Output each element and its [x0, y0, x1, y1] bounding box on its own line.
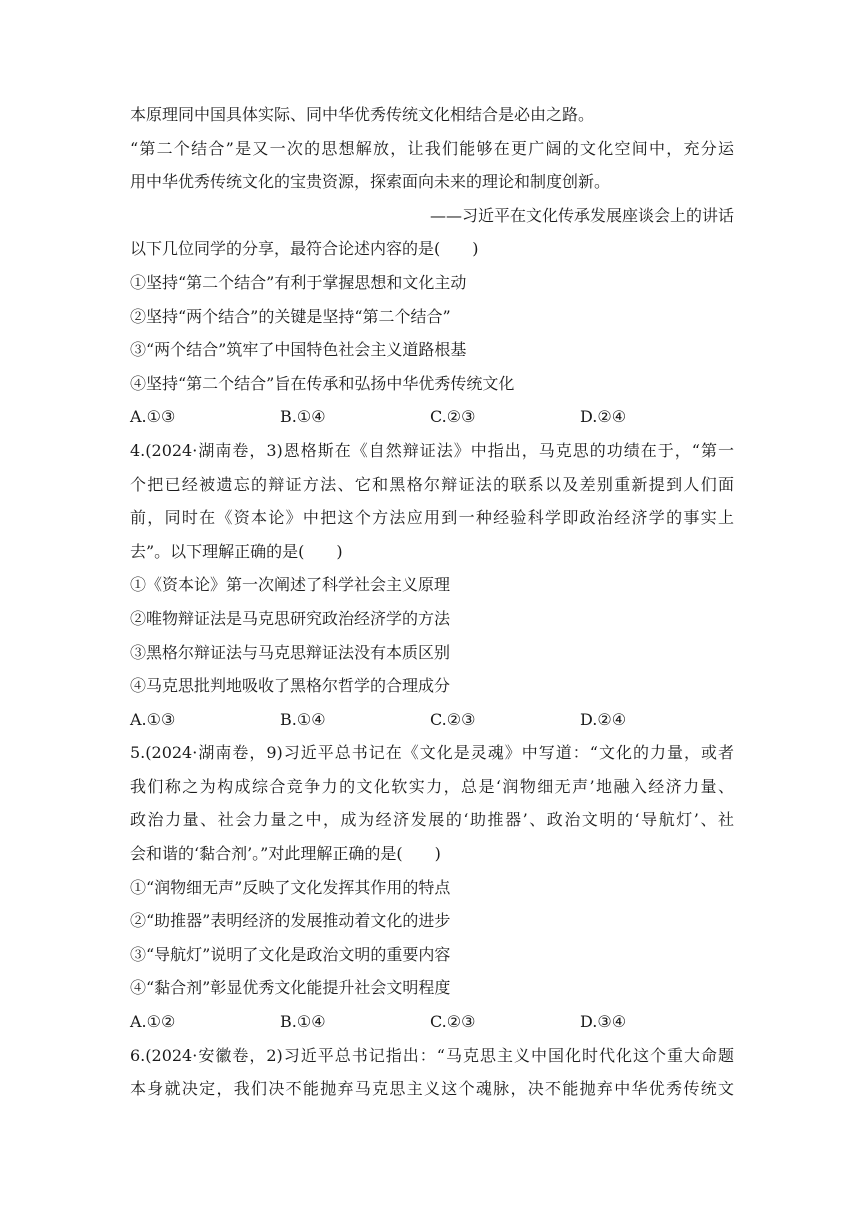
document-body — [130, 98, 734, 1106]
question-6-text: 6.(2024·安徽卷，2)习近平总书记指出：“马克思主义中国化时代化这个重大命题 — [130, 1045, 734, 1065]
text-line: “第二个结合”是又一次的思想解放，让我们能够在更广阔的文化空间中，充分运 — [130, 138, 734, 158]
statement-item: ④马克思批判地吸收了黑格尔哲学的合理成分 — [130, 676, 451, 696]
text-line: 本原理同中国具体实际、同中华优秀传统文化相结合是必由之路。 — [130, 105, 595, 124]
text-line: 会和谐的‘黏合剂’。”对此理解正确的是( ) — [130, 844, 441, 864]
text-line: 用中华优秀传统文化的宝贵资源，探索面向未来的理论和制度创新。 — [130, 172, 611, 192]
option-c: C.②③ — [430, 709, 476, 729]
option-b: B.①④ — [280, 1012, 326, 1032]
statement-item: ③黑格尔辩证法与马克思辩证法没有本质区别 — [130, 642, 451, 662]
option-b: B.①④ — [280, 407, 326, 427]
statement-item: ④“黏合剂”彰显优秀文化能提升社会文明程度 — [130, 978, 451, 998]
statement-item: ①《资本论》第一次阐述了科学社会主义原理 — [130, 575, 451, 595]
text-line: 个把已经被遗忘的辩证方法、它和黑格尔辩证法的联系以及差别重新提到人们面 — [130, 474, 734, 494]
option-b: B.①④ — [280, 709, 326, 729]
statement-item: ④坚持“第二个结合”旨在传承和弘扬中华优秀传统文化 — [130, 373, 515, 393]
question-prompt: 以下几位同学的分享，最符合论述内容的是( ) — [130, 239, 479, 259]
option-a: A.①② — [130, 1012, 176, 1032]
question-4-text: 4.(2024·湖南卷，3)恩格斯在《自然辩证法》中指出，马克思的功绩在于，“第一 — [130, 440, 734, 460]
statement-item: ③“两个结合”筑牢了中国特色社会主义道路根基 — [130, 340, 467, 360]
statement-item: ①坚持“第二个结合”有利于掌握思想和文化主动 — [130, 272, 467, 292]
statement-item: ②唯物辩证法是马克思研究政治经济学的方法 — [130, 608, 451, 628]
text-line: 前，同时在《资本论》中把这个方法应用到一种经验科学即政治经济学的事实上 — [130, 508, 734, 528]
statement-item: ③“导航灯”说明了文化是政治文明的重要内容 — [130, 944, 451, 964]
answer-options — [130, 703, 734, 737]
option-d: D.③④ — [580, 1012, 627, 1032]
option-d: D.②④ — [580, 709, 627, 729]
statement-item: ②坚持“两个结合”的关键是坚持“第二个结合” — [130, 306, 451, 326]
statement-item: ②“助推器”表明经济的发展推动着文化的进步 — [130, 911, 451, 931]
option-a: A.①③ — [130, 407, 176, 427]
statement-item: ①“润物细无声”反映了文化发挥其作用的特点 — [130, 877, 451, 897]
option-c: C.②③ — [430, 1012, 476, 1032]
text-line: 政治力量、社会力量之中，成为经济发展的‘助推器’、政治文明的‘导航灯’、社 — [130, 810, 734, 830]
option-c: C.②③ — [430, 407, 476, 427]
quote-source: ——习近平在文化传承发展座谈会上的讲话 — [429, 205, 734, 225]
answer-options — [130, 400, 734, 434]
text-line: 我们称之为构成综合竞争力的文化软实力，总是‘润物细无声’地融入经济力量、 — [130, 776, 734, 796]
answer-options — [130, 1005, 734, 1039]
option-d: D.②④ — [580, 407, 627, 427]
text-line: 去”。以下理解正确的是( ) — [130, 541, 343, 561]
question-5-text: 5.(2024·湖南卷，9)习近平总书记在《文化是灵魂》中写道：“文化的力量，或者 — [130, 743, 734, 763]
text-line: 本身就决定，我们决不能抛弃马克思主义这个魂脉，决不能抛弃中华优秀传统文 — [130, 1079, 734, 1099]
option-a: A.①③ — [130, 709, 176, 729]
